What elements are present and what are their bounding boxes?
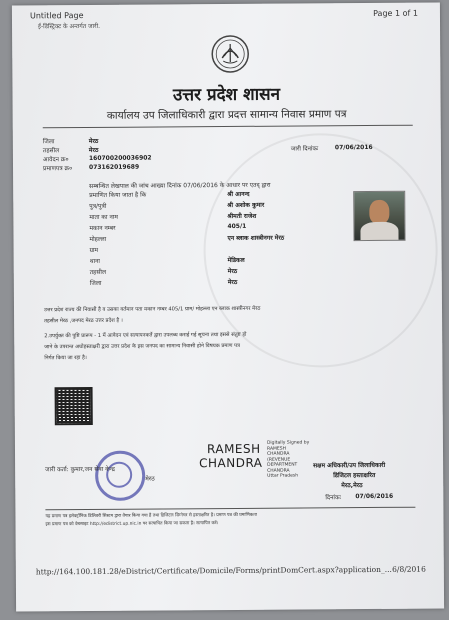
field-label-locality: मोहल्ला — [89, 235, 107, 243]
signer-name-line-1: RAMESH — [206, 441, 261, 457]
issue-date-label: जारी दिनांकः — [290, 145, 319, 153]
body-paragraph-2-line-3: निर्गत किया जा रहा है। — [44, 354, 87, 362]
body-paragraph-1-line-2: तहसील मेरठ ,जनपद मेरठ उत्तर प्रदेश है । — [44, 317, 123, 325]
issue-date-value: 07/06/2016 — [334, 143, 373, 152]
application-number-label: आवेदन क्र० — [42, 156, 69, 164]
sign-date-value: 07/06/2016 — [355, 492, 394, 501]
field-label-tehsil: तहसील — [89, 268, 107, 276]
certificate-subtitle: कार्यालय उप जिलाधिकारी द्वारा प्रदत्त सामान्य निवास प्रमाण पत्र — [106, 108, 347, 122]
note-line-1: यह प्रमाण पत्र इलेक्ट्रॉनिक डिलिवरी सिस्टम द्वारा तैयार किया गया है तथा डिजिटल सिग्नेचर से हस्ताक्षरित है। प्रमाण पत्र की प्रमाणिकता — [45, 512, 257, 520]
field-value-locality: एन ब्लाक शास्त्रीनगर मेरठ — [227, 234, 285, 243]
field-value-parent: श्री अशोक कुमार — [227, 201, 265, 210]
intro-line-1: सम्बन्धित लेखपाल की जांच आख्या दिनांक 07/06/2016 के आधार पर एतद् द्वारा — [89, 181, 271, 190]
field-label-parent: पुत्र/पुत्री — [89, 202, 107, 210]
district-value: मेरठ — [88, 137, 99, 145]
application-number-value: 160700200036902 — [88, 154, 152, 162]
field-label-mother: माता का नाम — [89, 213, 118, 221]
verification-qr-code — [55, 387, 93, 425]
body-paragraph-2-line-1: 2.उपर्युक्त की पुष्टि प्रारूप - 1 में आवेदन एवं सत्यापनकर्ते द्वारा उपलब्ध कराई गई सूचना तथा इससे संतुष्ट हो — [44, 331, 247, 340]
tehsil-value: मेरठ — [88, 146, 99, 154]
officer-office: डिजिटल हस्ताक्षरित — [333, 471, 376, 480]
field-label-village: ग्राम — [89, 246, 99, 254]
body-paragraph-1-line-1: उत्तर प्रदेश राज्य की निवासी है व उसका वर्तमान पता मकान नम्बर 405/1 ग्राम/ मोहल्ला एन ब्लाक शास्त्रीनगर मेरठ — [43, 305, 261, 314]
field-value-name: श्री आनन्द — [227, 190, 250, 199]
up-government-emblem-icon — [210, 34, 250, 74]
field-label-district: जिला — [89, 279, 102, 287]
issued-under-note: ई-डिस्ट्रिक्ट के अन्तर्गत जारी. — [38, 22, 101, 31]
tehsil-label: तहसील — [42, 147, 60, 155]
field-value-tehsil: मेरठ — [227, 267, 238, 276]
field-value-police-station: मेडिकल — [227, 256, 245, 265]
issuer-sub: मेरठ — [145, 475, 155, 483]
signer-name-line-2: CHANDRA — [199, 455, 263, 471]
field-label-house-number: मकान नम्बर — [89, 224, 116, 232]
officer-place: मेरठ,मेरठ — [341, 482, 363, 490]
issuer-line: जारी कर्ता: कुमार,जन सेवा केन्द्र — [45, 465, 115, 474]
district-label: जिला — [42, 138, 55, 146]
note-line-2: इस प्रमाण पत्र को वेबसाइट http://edistrict.up.nic.in पर सत्यापित किया जा सकता है। सत्यापित करें। — [45, 521, 219, 528]
sign-date-label: दिनांकः — [325, 494, 341, 502]
field-label-police-station: थाना — [89, 257, 100, 265]
field-value-house-number: 405/1 — [227, 222, 247, 231]
body-paragraph-2-line-2: जाने के उपरान्त अधोहस्ताक्षरी द्वारा उत्तर प्रदेश के इस जनपद का सामान्य निवासी होने विषयक प्रमाण पत्र — [44, 342, 240, 351]
browser-page-title: Untitled Page — [29, 11, 84, 21]
page-number: Page 1 of 1 — [373, 8, 418, 18]
applicant-photo — [353, 191, 405, 241]
print-date: 6/8/2016 — [392, 564, 426, 574]
field-value-district: मेरठ — [227, 278, 238, 287]
official-round-stamp — [95, 451, 145, 501]
print-url: http://164.100.181.28/eDistrict/Certificate/Domicile/Forms/printDomCert.aspx?application_... — [35, 564, 392, 577]
officer-title: सक्षम अधिकारी/उप जिलाधिकारी — [313, 461, 386, 470]
note-divider — [45, 507, 415, 511]
intro-line-2: प्रमाणित किया जाता है कि — [89, 191, 147, 199]
digital-signature-block: Digitally Signed by RAMESH CHANDRA (REVENUE DEPARTMENT CHANDRA Uttar Pradesh — [266, 440, 310, 479]
certificate-number-value: 073162019689 — [88, 163, 140, 171]
certificate-page — [12, 3, 444, 612]
certificate-title: उत्तर प्रदेश शासन — [172, 84, 281, 106]
title-divider — [43, 125, 413, 129]
certificate-number-label: प्रमाणपत्र क्र० — [43, 165, 73, 173]
field-value-mother: श्रीमती राजेश — [227, 212, 257, 221]
